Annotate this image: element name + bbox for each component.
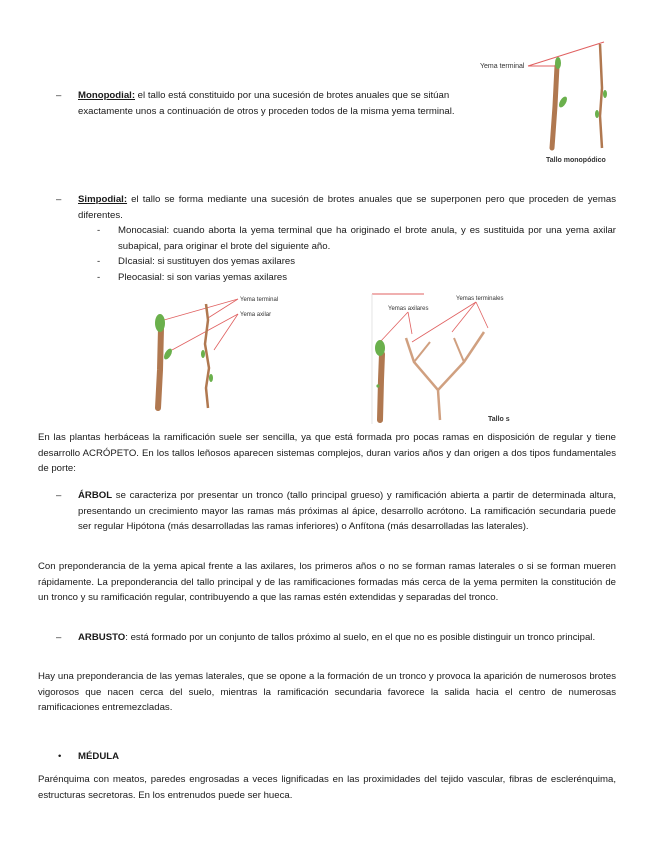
arbol-term: ÁRBOL: [78, 490, 113, 501]
paragraph-herbaceas: En las plantas herbáceas la ramificación suele ser sencilla, ya que está formada pro pocas ramas en disposición de regular y tiene desarrollo ACRÓPETO. En los tallos leñosos aparecen sistemas complejos, duran varios años y dan origen a dos tipos fundamentales de porte:: [38, 432, 616, 474]
arbol-text: se caracteriza por presentar un tronco (tallo principal grueso) y ramificación abierta a partir de determinada altura, presentando un crecimiento mayor las ramas más próximas al ápice, desarrollo acrótono. La ramificación secundaria puede ser regular Hipótona (más desarrolladas las ramas inferiores) o Anfítona (más desarrolladas las laterales).: [78, 490, 616, 532]
pleocasial-item: Pleocasial: si son varias yemas axilares: [118, 272, 288, 283]
monopodial-item: [78, 88, 470, 119]
simpodial-fig2-label2: Yemas terminales: [456, 296, 504, 302]
simpodial-fig1-label1: Yema terminal: [240, 297, 279, 303]
medula-text: Parénquima con meatos, paredes engrosadas a veces lignificadas en las proximidades del tejido vascular, fibras de esclerénquima, estructuras secretoras. En los entrenudos puede ser hueca.: [38, 774, 616, 801]
monopodial-figure: [476, 36, 626, 168]
simpodial-item: [78, 192, 616, 223]
arbusto-item: [78, 630, 616, 646]
dicasial-bullet: -: [97, 256, 101, 267]
simpodial-figure-left: [146, 290, 286, 412]
paragraph-yemas-laterales: Hay una preponderancia de las yemas laterales, que se opone a la formación de un tronco y provoca la aparición de numerosos brotes vigorosos que nacen cerca del suelo, mientras la ramificación secundaria favorece la salida hacia el centro de numerosas ramificaciones entremezcladas.: [38, 671, 616, 713]
pleocasial-bullet: -: [97, 272, 101, 283]
paragraph-preponderancia: Con preponderancia de la yema apical frente a las axilares, los primeros años o no se forman ramas laterales o si se forman mueren rápidamente. La preponderancia del tallo principal y de las ramificaciones formadas más cerca de la yema permiten la constitución de un tronco y su ramificación regular, contribuyendo a que las ramas estén extendidas y separadas del tronco.: [38, 561, 616, 603]
monopodial-fig-caption: Tallo monopódico: [546, 157, 606, 164]
arbusto-bullet: –: [56, 632, 62, 643]
arbusto-term: ARBUSTO: [78, 632, 126, 643]
arbol-item: [78, 488, 616, 535]
monocasial-item: Monocasial: cuando aborta la yema terminal que ha originado el brote anula, y es sustituida por una yema axilar subapical, para originar el brote del siguiente año.: [118, 225, 616, 252]
arbol-bullet: –: [56, 490, 62, 501]
monopodial-fig-label: Yema terminal: [480, 63, 525, 70]
simpodial-fig1-label2: Yema axilar: [240, 312, 272, 318]
medula-heading: MÉDULA: [78, 751, 120, 762]
dicasial-item: DIcasial: si sustituyen dos yemas axilares: [118, 256, 296, 267]
monocasial-bullet: -: [97, 225, 101, 236]
monopodial-bullet: –: [56, 90, 62, 101]
arbusto-text: : está formado por un conjunto de tallos próximo al suelo, en el que no es posible distinguir un tronco principal.: [125, 632, 596, 643]
monopodial-text: el tallo está constituido por una sucesión de brotes anuales que se sitúan exactamente unos a continuación de otros y proceden todos de la misma yema terminal.: [78, 90, 455, 117]
simpodial-figure-right: [368, 290, 526, 424]
simpodial-bullet: –: [56, 194, 62, 205]
medula-bullet: •: [58, 751, 62, 762]
simpodial-fig2-caption: Tallo s: [488, 416, 510, 423]
simpodial-text: el tallo se forma mediante una sucesión de brotes anuales que se superponen pero que proceden de yemas diferentes.: [78, 194, 616, 221]
simpodial-fig2-label1: Yemas axilares: [388, 306, 429, 312]
monopodial-term: Monopodial:: [78, 90, 136, 101]
simpodial-term: Simpodial:: [78, 194, 128, 205]
